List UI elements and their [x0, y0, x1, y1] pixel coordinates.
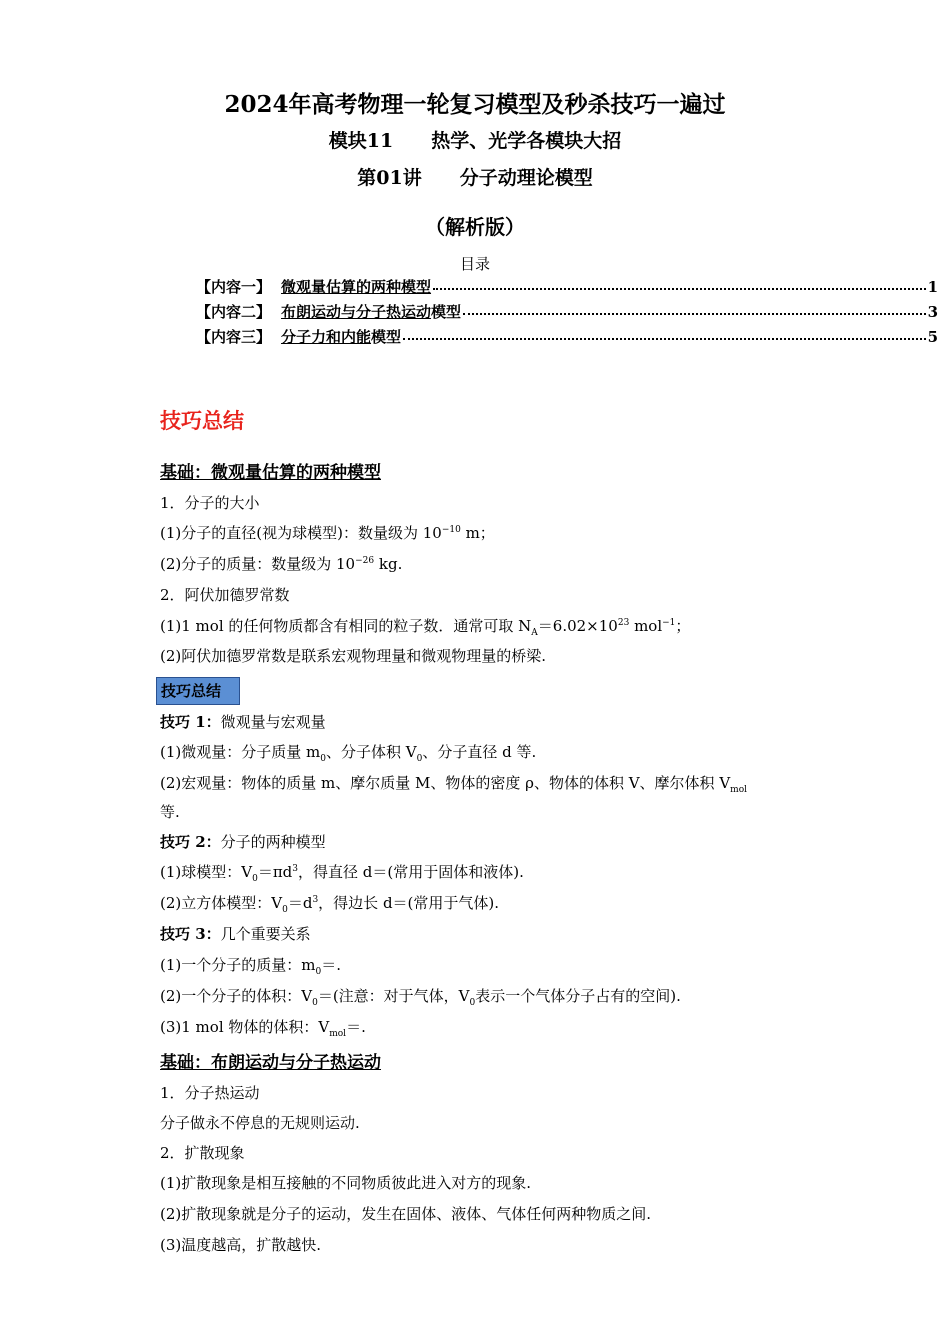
paragraph: (2)一个分子的体积：$V_0=$(注意：对于气体，$V_0$表示一个气体分子占有的空间).: [160, 987, 681, 1008]
toc-item-page: 1: [927, 278, 938, 296]
paragraph: (2)立方体模型：$V_0=d^3$，得边长 d＝(常用于气体).: [160, 894, 500, 915]
paragraph: (2)阿伏加德罗常数是联系宏观物理量和微观物理量的桥梁.: [160, 647, 547, 665]
lecture-title: [0, 163, 950, 190]
toc-item-2[interactable]: [196, 301, 938, 323]
paragraph: (1)分子的直径(视为球模型)：数量级为 $10^{-10}$ m；: [160, 524, 495, 542]
paragraph: (1)一个分子的质量：$m_0=$.: [160, 956, 341, 977]
toc-heading: 目录: [459, 255, 490, 273]
toc-item-1[interactable]: [196, 276, 938, 298]
toc-leader-dots: [403, 337, 926, 340]
toc-item-label: 【内容二】: [196, 303, 272, 321]
lecture-number: 第01讲: [357, 167, 422, 189]
toc-leader-dots: [433, 287, 926, 290]
tip-2-heading: 技巧 2：分子的两种模型: [160, 833, 326, 851]
module-number: 模块11: [328, 130, 394, 152]
paragraph: 等.: [160, 803, 180, 821]
edition-label: （解析版）: [425, 215, 525, 239]
tip-3-heading: 技巧 3：几个重要关系: [160, 925, 311, 943]
toc-item-title[interactable]: 微观量估算的两种模型: [281, 278, 432, 296]
toc-leader-dots: [463, 312, 926, 315]
paragraph: 分子做永不停息的无规则运动.: [160, 1114, 360, 1132]
toc-item-label: 【内容三】: [196, 328, 272, 346]
toc-item-title[interactable]: 布朗运动与分子热运动: [281, 303, 432, 321]
lecture-name: 分子动理论模型: [459, 167, 593, 189]
paragraph: (2)分子的质量：数量级为 $10^{-26}$ kg.: [160, 555, 403, 573]
document-title: 2024年高考物理一轮复习模型及秒杀技巧一遍过: [224, 91, 726, 118]
paragraph: 1．分子的大小: [160, 494, 260, 512]
section-title: 技巧总结: [160, 408, 244, 433]
paragraph: (2)宏观量：物体的质量 m、摩尔质量 M、物体的密度 ρ、物体的体积 V、摩尔体积 $V_{mol}$: [160, 774, 748, 795]
toc-item-title[interactable]: 分子力和内能: [281, 328, 372, 346]
paragraph: 2．阿伏加德罗常数: [160, 586, 290, 604]
toc-item-page: 5: [927, 328, 938, 346]
paragraph: (1)微观量：分子质量 $m_0$、分子体积 $V_0$、分子直径 d 等.: [160, 743, 537, 764]
paragraph: (3)1 mol 物体的体积：$V_{mol}=$.: [160, 1018, 366, 1039]
paragraph: (3)温度越高，扩散越快.: [160, 1236, 322, 1254]
toc-item-page: 3: [927, 303, 938, 321]
toc-item-label: 【内容一】: [196, 278, 272, 296]
paragraph: 2．扩散现象: [160, 1144, 245, 1162]
base-heading-1: 基础：微观量估算的两种模型: [160, 463, 381, 483]
paragraph: (1)扩散现象是相互接触的不同物质彼此进入对方的现象.: [160, 1174, 532, 1192]
toc-item-title-tail: 模型: [431, 303, 462, 321]
paragraph: 1．分子热运动: [160, 1084, 260, 1102]
paragraph: (1)1 mol 的任何物质都含有相同的粒子数．通常可取 $N_A=6.02\times 10^{23}$ mol$^{-1}$；: [160, 617, 691, 638]
tip-1-heading: 技巧 1：微观量与宏观量: [160, 713, 326, 731]
paragraph: (1)球模型：$V_0=\pi d^3$，得直径 d＝(常用于固体和液体).: [160, 863, 524, 884]
toc-item-title-tail: 模型: [371, 328, 402, 346]
tip-summary-badge: 技巧总结: [156, 677, 240, 705]
paragraph: (2)扩散现象就是分子的运动，发生在固体、液体、气体任何两种物质之间.: [160, 1205, 652, 1223]
module-title: [0, 126, 950, 153]
base-heading-2: 基础：布朗运动与分子热运动: [160, 1053, 381, 1073]
toc-item-3[interactable]: [196, 326, 938, 348]
module-name: 热学、光学各模块大招: [431, 130, 622, 152]
